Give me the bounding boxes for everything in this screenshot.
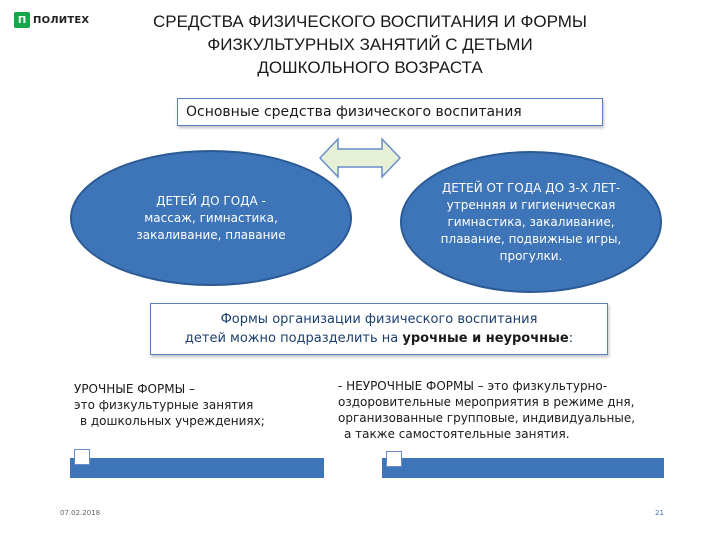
- ellipse-one-to-three-years: [400, 151, 662, 293]
- page-number: 21: [655, 509, 664, 517]
- forms-box-line-1: Формы организации физического воспитания: [220, 312, 538, 327]
- logo-mark-icon: П: [14, 12, 30, 28]
- lesson-forms-line: это физкультурные занятия: [74, 398, 254, 412]
- lesson-forms-text: [74, 381, 314, 429]
- forms-box-prefix: детей можно подразделить на: [184, 331, 403, 346]
- title-line-2: ФИЗКУЛЬТУРНЫХ ЗАНЯТИЙ С ДЕТЬМИ: [207, 35, 533, 54]
- ellipse-left-heading: ДЕТЕЙ ДО ГОДА -: [156, 193, 266, 208]
- ellipse-right-line: плавание, подвижные игры,: [440, 231, 622, 246]
- ellipse-right-line: прогулки.: [499, 248, 563, 263]
- title-line-1: СРЕДСТВА ФИЗИЧЕСКОГО ВОСПИТАНИЯ И ФОРМЫ: [153, 12, 587, 31]
- ellipse-left-line: массаж, гимнастика,: [144, 210, 278, 225]
- non-lesson-forms-text: [338, 378, 668, 442]
- ellipse-left-line: закаливание, плавание: [136, 227, 286, 242]
- ellipse-right-line: утренняя и гигиеническая: [446, 197, 616, 212]
- left-decor-bar: [70, 458, 324, 478]
- lesson-forms-heading: УРОЧНЫЕ ФОРМЫ: [74, 382, 186, 396]
- forms-box-suffix: :: [568, 331, 574, 346]
- non-lesson-forms-heading: НЕУРОЧНЫЕ ФОРМЫ: [346, 379, 474, 393]
- non-lesson-forms-line: оздоровительные мероприятия в режиме дня,: [338, 395, 635, 409]
- right-square-icon: [386, 451, 402, 467]
- forms-box-line-2: [151, 329, 607, 348]
- ellipse-under-one-year: [70, 150, 352, 286]
- non-lesson-forms-line: а также самостоятельные занятия.: [344, 427, 570, 441]
- lesson-forms-line: в дошкольных учреждениях;: [80, 414, 265, 428]
- ellipse-right-line: гимнастика, закаливание,: [447, 214, 615, 229]
- lesson-forms-heading-suffix: –: [185, 382, 196, 396]
- forms-box-bold: урочные и неурочные: [402, 331, 569, 346]
- non-lesson-forms-line: организованные групповые, индивидуальные,: [338, 411, 636, 425]
- non-lesson-forms-heading-line: [338, 378, 668, 394]
- page-title: [110, 10, 630, 79]
- logo-text: ПОЛИТЕХ: [33, 14, 90, 26]
- non-lesson-forms-heading-suffix: – это физкультурно-: [473, 379, 608, 393]
- title-line-3: ДОШКОЛЬНОГО ВОЗРАСТА: [257, 58, 483, 77]
- non-lesson-forms-heading-prefix: -: [338, 379, 347, 393]
- ellipse-right-heading: ДЕТЕЙ ОТ ГОДА ДО 3-Х ЛЕТ-: [441, 180, 621, 195]
- left-square-icon: [74, 449, 90, 465]
- logo: [14, 12, 89, 28]
- main-means-box: Основные средства физического воспитания: [177, 98, 603, 126]
- footer-date: 07.02.2018: [60, 509, 101, 517]
- right-decor-bar: [382, 458, 664, 478]
- forms-organization-box: [150, 303, 608, 355]
- double-arrow-icon: [318, 135, 402, 181]
- lesson-forms-heading-line: [74, 381, 314, 397]
